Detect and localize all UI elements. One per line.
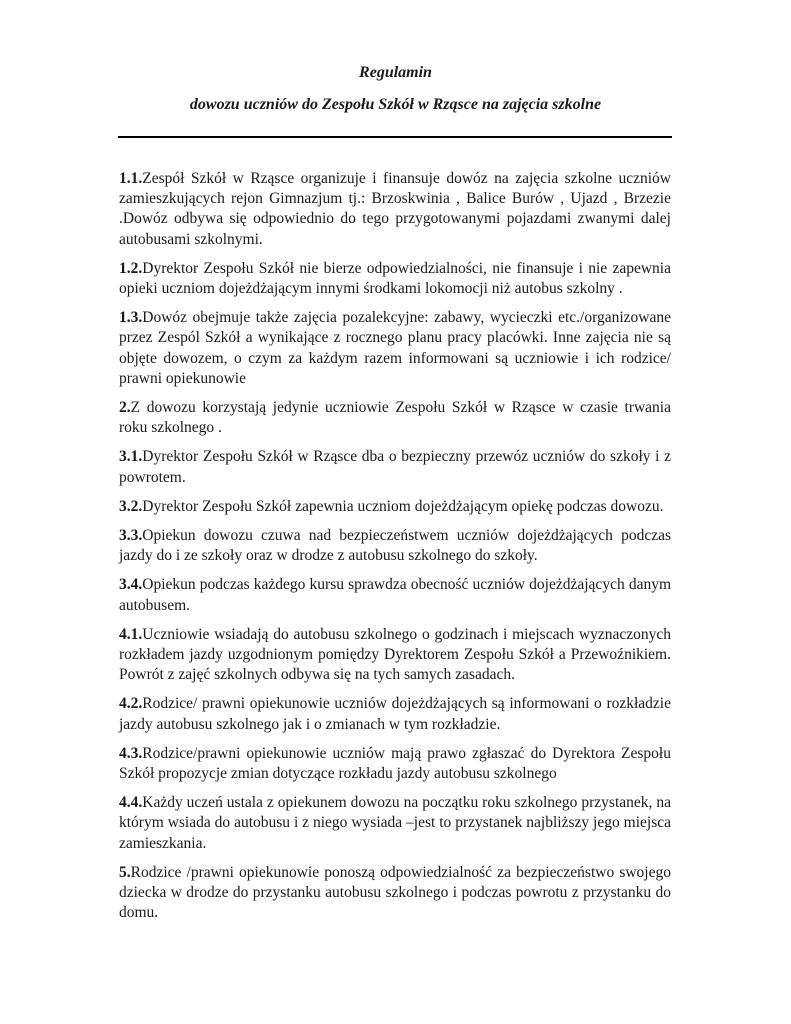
paragraph-3-4 (119, 575, 671, 615)
paragraph-number: 4.1. (119, 625, 143, 643)
paragraph-number: 4.4. (119, 794, 143, 812)
paragraph-text: Opiekun podczas każdego kursu sprawdza obecność uczniów dojeżdżających danym autobusem. (119, 576, 671, 614)
paragraph-text: Dyrektor Zespołu Szkół nie bierze odpowiedzialności, nie finansuje i nie zapewnia opieki uczniom dojeżdżającym innymi środkami lokomocji niż autobus szkolny . (119, 259, 671, 298)
paragraph-number: 1.3. (119, 309, 143, 327)
paragraph-1-2 (119, 259, 671, 299)
title-block (0, 62, 791, 116)
paragraph-2 (119, 398, 671, 438)
paragraph-text: Rodzice /prawni opiekunowie ponoszą odpowiedzialność za bezpieczeństwo swojego dziecka w drodze do przystanku autobusu szkolnego i podczas powrotu z przystanku do domu. (119, 863, 671, 922)
paragraph-text: Rodzice/prawni opiekunowie uczniów mają prawo zgłaszać do Dyrektora Zespołu Szkół propozycje zmian dotyczące rozkładu jazdy autobusu szkolnego (119, 744, 671, 783)
paragraph-3-3 (119, 526, 671, 566)
paragraph-text: Dyrektor Zespołu Szkół zapewnia uczniom dojeżdżającym opiekę podczas dowozu. (142, 497, 664, 515)
paragraph-1-3 (119, 308, 671, 389)
paragraph-number: 4.2. (119, 695, 143, 713)
paragraph-number: 4.3. (119, 744, 143, 762)
paragraph-text: Rodzice/ prawni opiekunowie uczniów dojeżdżających są informowani o rozkładzie jazdy autobusu szkolnego jak i o zmianach w tym rozkładzie. (119, 695, 671, 733)
paragraph-3-1 (119, 447, 671, 487)
paragraph-number: 2. (119, 399, 131, 417)
paragraph-number: 1.2. (119, 259, 143, 277)
document-title: Regulamin (359, 64, 432, 81)
title-divider (118, 136, 672, 138)
paragraph-number: 3.2. (119, 497, 143, 515)
paragraph-number: 3.3. (119, 527, 143, 545)
paragraph-text: Z dowozu korzystają jedynie uczniowie Zespołu Szkół w Rząsce w czasie trwania roku szkolnego . (119, 399, 671, 437)
paragraph-3-2 (119, 497, 671, 517)
paragraph-4-1 (119, 625, 671, 686)
paragraph-text: Uczniowie wsiadają do autobusu szkolnego o godzinach i miejscach wyznaczonych rozkładem jazdy uzgodnionym pomiędzy Dyrektorem Zespołu Szkół a Przewoźnikiem. Powrót z zajęć szkolnych odbywa się na tych samych zasadach. (119, 625, 671, 684)
paragraph-1-1 (119, 169, 671, 250)
paragraph-5 (119, 863, 671, 924)
paragraph-4-3 (119, 744, 671, 784)
document-subtitle: dowozu uczniów do Zespołu Szkół w Rząsce na zajęcia szkolne (189, 96, 602, 113)
paragraph-text: Opiekun dowozu czuwa nad bezpieczeństwem uczniów dojeżdżających podczas jazdy do i ze szkoły oraz w drodze z autobusu szkolnego do szkoły. (119, 527, 671, 565)
paragraph-number: 5. (119, 863, 131, 881)
paragraph-4-2 (119, 694, 671, 734)
paragraph-text: Dyrektor Zespołu Szkół w Rząsce dba o bezpieczny przewóz uczniów do szkoły i z powrotem. (119, 448, 671, 486)
document-body (119, 169, 671, 933)
paragraph-number: 3.4. (119, 576, 143, 594)
paragraph-text: Zespół Szkół w Rząsce organizuje i finansuje dowóz na zajęcia szkolne uczniów zamieszkujących rejon Gimnazjum tj.: Brzoskwinia , Balice Burów , Ujazd , Brzezie .Dowóz odbywa się odpowiednio do tego przygotowanymi pojazdami zwanymi dalej autobusami szkolnymi. (119, 170, 671, 248)
paragraph-text: Każdy uczeń ustala z opiekunem dowozu na początku roku szkolnego przystanek, na którym wsiada do autobusu i z niego wysiada –jest to przystanek najbliższy jego miejsca zamieszkania. (119, 794, 671, 852)
paragraph-number: 3.1. (119, 448, 143, 466)
paragraph-4-4 (119, 793, 671, 854)
paragraph-number: 1.1. (119, 170, 143, 187)
paragraph-text: Dowóz obejmuje także zajęcia pozalekcyjne: zabawy, wycieczki etc./organizowane przez Zespól Szkół a wynikające z rocznego planu pracy placówki. Inne zajęcia nie są objęte dowozem, o czym za każdym razem informowani są uczniowie i ich rodzice/ prawni opiekunowie (119, 309, 671, 387)
